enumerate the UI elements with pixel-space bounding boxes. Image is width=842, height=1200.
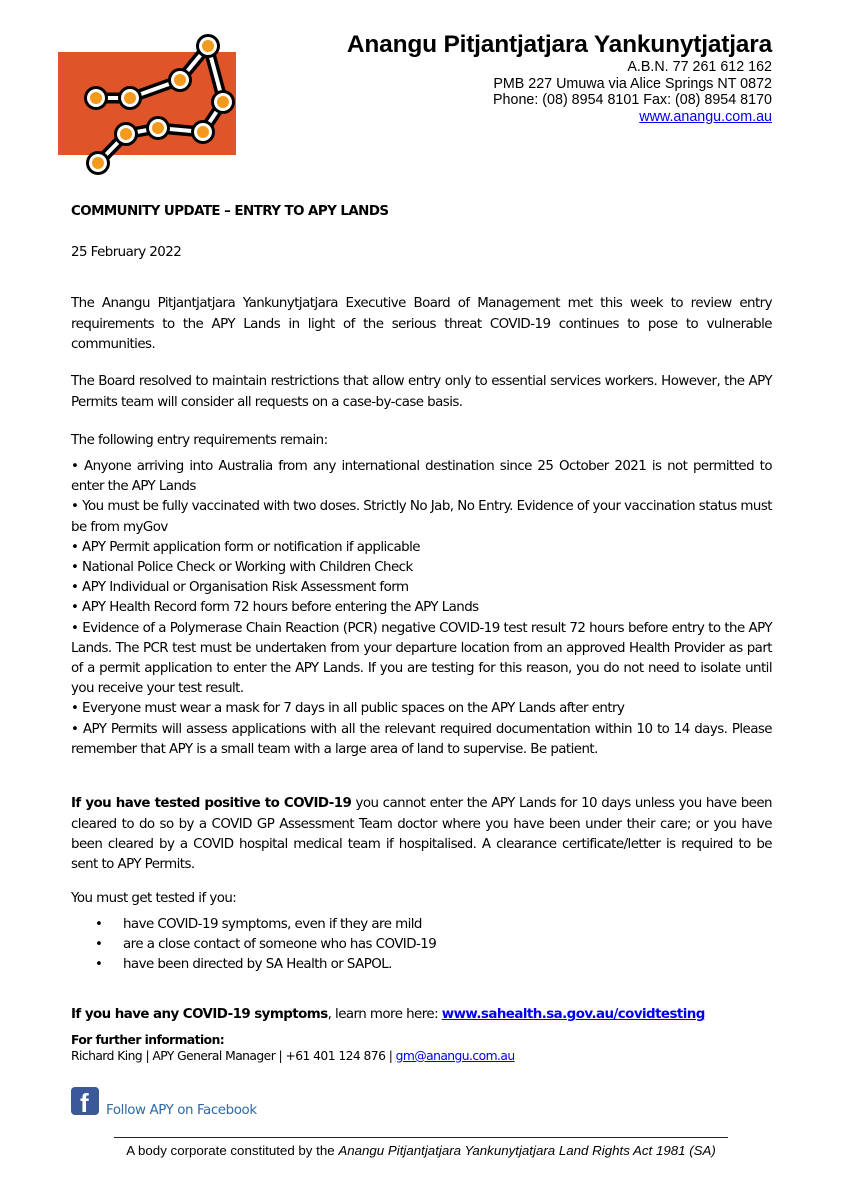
requirement-item: • APY Individual or Organisation Risk Assessment form bbox=[71, 580, 409, 596]
bullet: • bbox=[95, 957, 103, 973]
facebook-follow-link[interactable] bbox=[71, 1087, 301, 1123]
testing-list-text: have COVID-19 symptoms, even if they are mild bbox=[123, 917, 422, 932]
testing-list-text: have been directed by SA Health or SAPOL. bbox=[123, 957, 392, 973]
contact-heading: For further information: bbox=[71, 1033, 225, 1047]
bullet: • bbox=[95, 937, 103, 953]
requirement-item: • Anyone arriving into Australia from any international destination since 25 October 2021 is not permitted to enter the APY Lands bbox=[71, 459, 772, 495]
document-date: 25 February 2022 bbox=[71, 245, 182, 260]
facebook-label: Follow APY on Facebook bbox=[106, 1103, 257, 1118]
requirement-item: • Everyone must wear a mask for 7 days in all public spaces on the APY Lands after entry bbox=[71, 701, 625, 717]
positive-test-lead: If you have tested positive to COVID-19 bbox=[71, 796, 352, 812]
footer-act-name: Anangu Pitjantjatjara Yankunytjatjara Land Rights Act 1981 (SA) bbox=[338, 1143, 716, 1158]
contact-text: Richard King | APY General Manager | +61 401 124 876 | bbox=[71, 1049, 396, 1063]
sahealth-link[interactable]: www.sahealth.sa.gov.au/covidtesting bbox=[441, 1007, 705, 1023]
testing-list bbox=[71, 915, 772, 976]
facebook-icon-letter: f bbox=[80, 1088, 89, 1118]
positive-test-text: you cannot enter the APY Lands for 10 days unless you have been cleared to do so by a COVID GP Assessment Team doctor where you have been under their care; or you have been cleared by a COVID hospital medical team if hospitalised. A clearance certificate/letter is required to be sent to APY Permits. bbox=[71, 796, 772, 872]
symptoms-lead: If you have any COVID-19 symptoms bbox=[71, 1007, 328, 1023]
requirement-item: • Evidence of a Polymerase Chain Reaction (PCR) negative COVID-19 test result 72 hours before entry to the APY Lands. The PCR test must be undertaken from your departure location from an approved Health Provider as part of a permit application to enter the APY Lands. If you are testing for this reason, you do not need to isolate until you receive your test result. bbox=[71, 620, 772, 697]
org-phone: Phone: (08) 8954 8101 Fax: (08) 8954 8170 bbox=[493, 92, 772, 108]
requirements-list bbox=[71, 457, 772, 760]
symptoms-paragraph bbox=[71, 1005, 772, 1025]
testing-list-item bbox=[71, 915, 772, 935]
footer bbox=[0, 1143, 842, 1159]
letterhead bbox=[347, 31, 772, 125]
contact-email-link[interactable]: gm@anangu.com.au bbox=[395, 1049, 515, 1063]
requirement-item: • APY Permits will assess applications with all the relevant required documentation within 10 to 14 days. Please remember that APY is a small team with a large area of land to supervise. Be patient. bbox=[71, 721, 772, 757]
org-website-link[interactable]: www.anangu.com.au bbox=[639, 108, 772, 125]
symptoms-text: , learn more here: bbox=[327, 1007, 442, 1023]
org-name: Anangu Pitjantjatjara Yankunytjatjara bbox=[346, 31, 772, 58]
intro-paragraph: The Anangu Pitjantjatjara Yankunytjatjara Executive Board of Management met this week to review entry requirements to the APY Lands in light of the serious threat COVID-19 continues to pose to vulnerable communities. bbox=[71, 296, 772, 352]
org-abn: A.B.N. 77 261 612 162 bbox=[627, 59, 772, 75]
document-title: COMMUNITY UPDATE – ENTRY TO APY LANDS bbox=[71, 204, 389, 219]
org-address: PMB 227 Umuwa via Alice Springs NT 0872 bbox=[493, 75, 772, 92]
contact-details bbox=[71, 1047, 772, 1065]
footer-divider bbox=[114, 1137, 728, 1138]
board-paragraph: The Board resolved to maintain restrictions that allow entry only to essential services workers. However, the APY Permits team will consider all requests on a case-by-case basis. bbox=[71, 374, 772, 410]
footer-prefix: A body corporate constituted by the bbox=[126, 1143, 339, 1158]
apy-logo bbox=[58, 30, 258, 180]
requirements-intro: The following entry requirements remain: bbox=[71, 433, 328, 449]
testing-list-item bbox=[71, 955, 772, 975]
bullet: • bbox=[95, 917, 103, 932]
testing-list-item bbox=[71, 935, 772, 955]
testing-list-text: are a close contact of someone who has COVID-19 bbox=[123, 937, 437, 953]
requirement-item: • APY Permit application form or notification if applicable bbox=[71, 539, 420, 555]
facebook-icon bbox=[71, 1087, 99, 1118]
requirement-item: • You must be fully vaccinated with two doses. Strictly No Jab, No Entry. Evidence of your vaccination status must be from myGov bbox=[71, 499, 772, 535]
testing-intro: You must get tested if you: bbox=[71, 891, 237, 907]
requirement-item: • APY Health Record form 72 hours before entering the APY Lands bbox=[71, 600, 479, 616]
requirement-item: • National Police Check or Working with Children Check bbox=[71, 560, 413, 576]
positive-test-paragraph bbox=[71, 794, 772, 875]
